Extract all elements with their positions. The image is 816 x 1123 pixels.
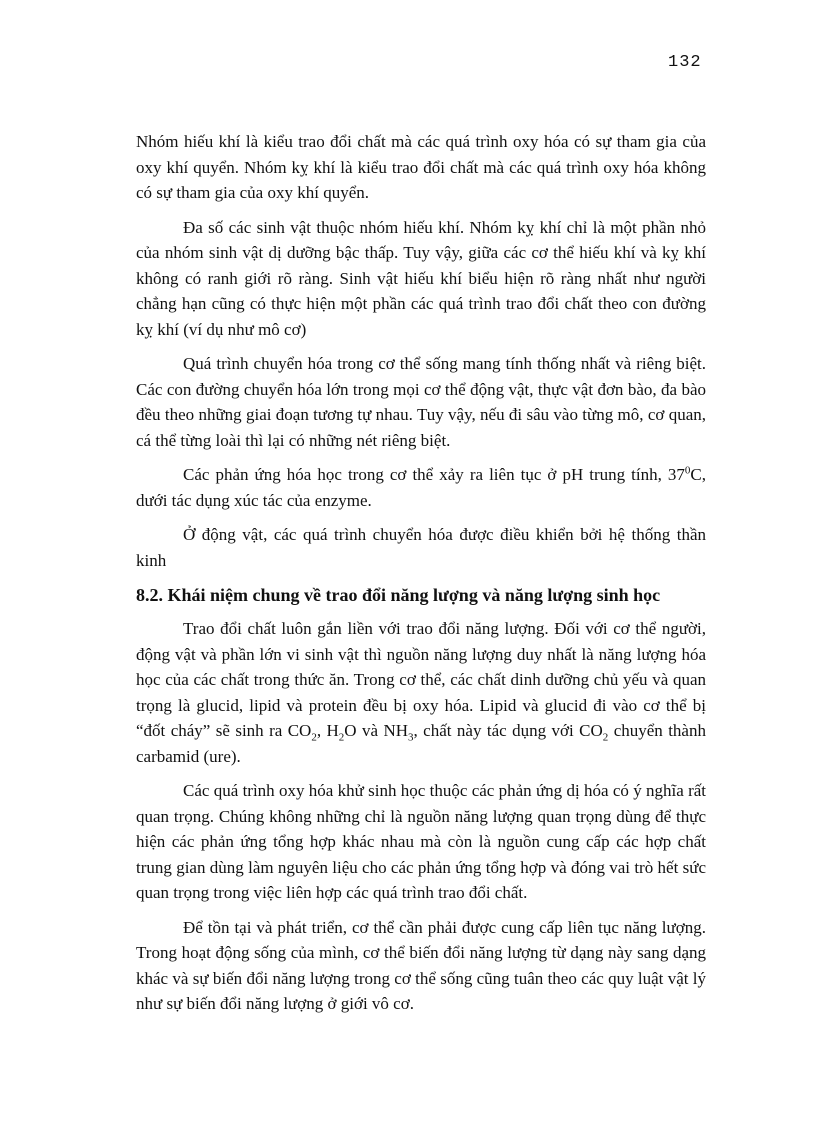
text-segment: Các phản ứng hóa học trong cơ thể xảy ra liên tục ở pH trung tính, 37 <box>183 465 685 484</box>
text-segment: , chất này tác dụng với CO <box>413 721 603 740</box>
superscript: 0 <box>684 464 691 477</box>
text-segment: , H <box>316 721 339 740</box>
subscript: 2 <box>338 731 345 744</box>
subscript: 2 <box>602 731 609 744</box>
paragraph-aerobic-majority: Đa số các sinh vật thuộc nhóm hiếu khí. Nhóm kỵ khí chỉ là một phần nhỏ của nhóm sinh vật dị dưỡng bậc thấp. Tuy vậy, giữa các cơ thể hiếu khí và kỵ khí không có ranh giới rõ ràng. Sinh vật hiếu khí biểu hiện rõ ràng nhất như người chẳng hạn cũng có thực hiện một phần các quá trình trao đổi chất theo con đường kỵ khí (ví dụ như mô cơ) <box>136 217 706 339</box>
text-segment: Trao đổi chất luôn gắn liền với trao đổi năng lượng. Đối với cơ thể người, động vật và phần lớn vi sinh vật thì nguồn năng lượng duy nhất là năng lượng hóa học của các chất trong thức ăn. Trong cơ thể, các chất dinh dưỡng chủ yếu và quan trọng là glucid, lipid và protein đều bị oxy hóa. Lipid và glucid đi vào cơ thể bị “đốt cháy” sẽ sinh ra CO <box>136 619 706 740</box>
text-segment: C, dưới tác dụng xúc tác của enzyme. <box>136 465 706 510</box>
paragraph-metabolism-unity: Quá trình chuyển hóa trong cơ thể sống mang tính thống nhất và riêng biệt. Các con đường chuyển hóa lớn trong mọi cơ thể động vật, thực vật đơn bào, đa bào đều theo những giai đoạn tương tự nhau. Tuy vậy, nếu đi sâu vào từng mô, cơ quan, cá thể từng loài thì lại có những nét riêng biệt. <box>136 354 706 450</box>
section-title: Khái niệm chung về trao đổi năng lượng và năng lượng sinh học <box>167 585 661 605</box>
document-body <box>136 129 706 1026</box>
section-heading <box>136 582 706 608</box>
page-number: 132 <box>668 53 702 72</box>
section-number: 8.2. <box>136 585 163 605</box>
text-segment: O và NH <box>344 721 408 740</box>
paragraph-reaction-conditions <box>136 462 706 513</box>
subscript: 3 <box>408 731 414 744</box>
paragraph-redox-importance: Các quá trình oxy hóa khử sinh học thuộc các phản ứng dị hóa có ý nghĩa rất quan trọng. Chúng không những chỉ là nguồn năng lượng quan trọng dùng để thực hiện các phản ứng tổng hợp khác nhau mà còn là nguồn cung cấp các hợp chất trung gian dùng làm nguyên liệu cho các phản ứng tổng hợp và đóng vai trò hết sức quan trọng trong việc liên hợp các quá trình trao đổi chất. <box>136 781 706 902</box>
paragraph-energy-exchange <box>136 616 706 769</box>
paragraph-nervous-control: Ở động vật, các quá trình chuyển hóa được điều khiển bởi hệ thống thần kinh <box>136 525 706 570</box>
text-segment: chuyển thành carbamid (ure). <box>136 721 706 766</box>
paragraph-energy-conversion: Để tồn tại và phát triển, cơ thể cần phải được cung cấp liên tục năng lượng. Trong hoạt động sống của mình, cơ thể biến đổi năng lượng từ dạng này sang dạng khác và sự biến đổi năng lượng trong cơ thể sống cũng tuân theo các quy luật vật lý như sự biến đổi năng lượng ở giới vô cơ. <box>136 917 706 1013</box>
paragraph-aerobic-anaerobic-definition: Nhóm hiếu khí là kiểu trao đổi chất mà các quá trình oxy hóa có sự tham gia của oxy khí quyển. Nhóm kỵ khí là kiểu trao đổi chất mà các quá trình oxy hóa không có sự tham gia của oxy khí quyển. <box>136 132 706 202</box>
subscript: 2 <box>311 731 317 744</box>
